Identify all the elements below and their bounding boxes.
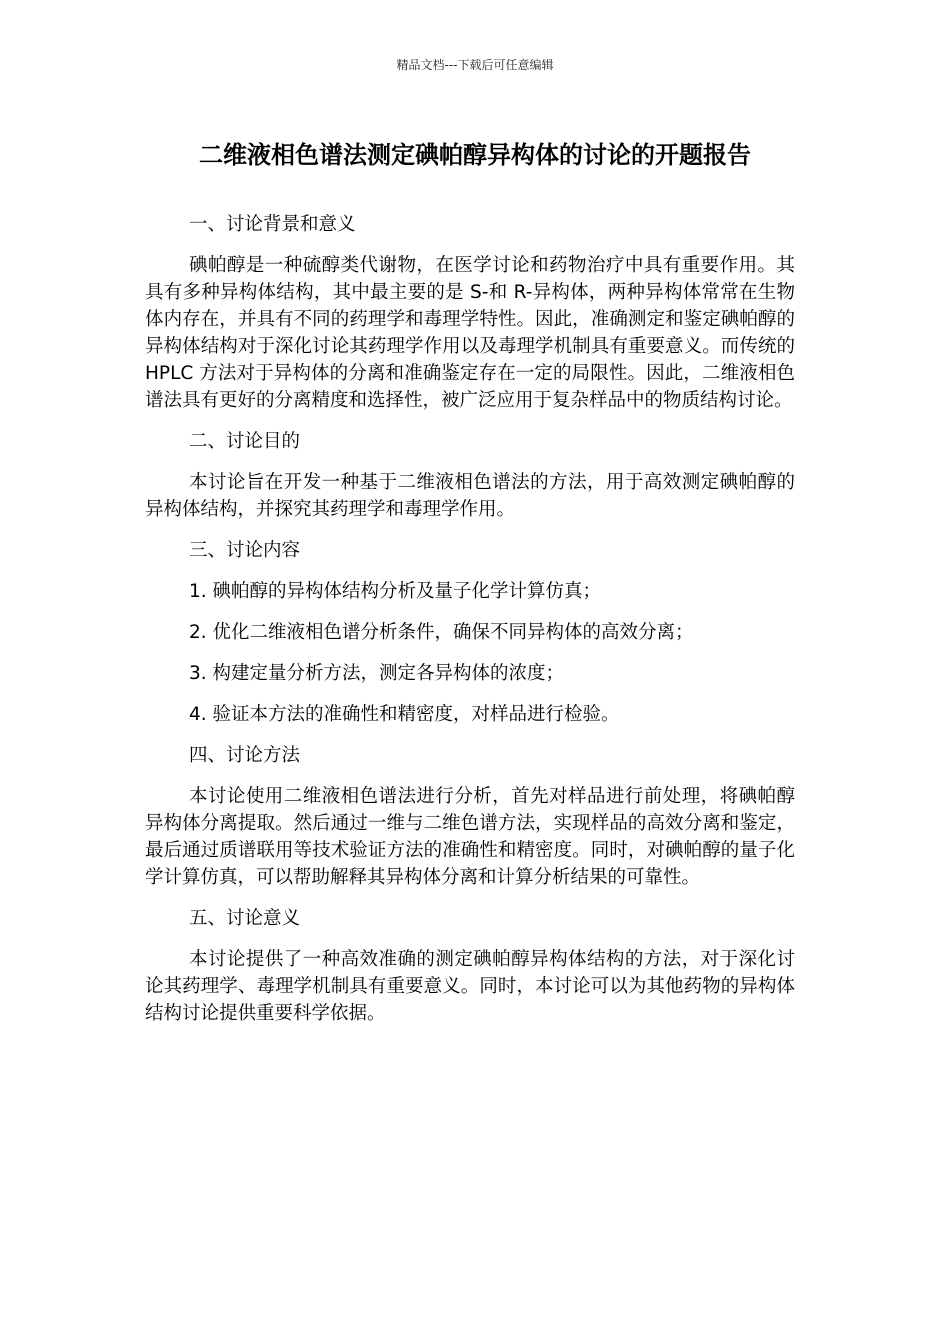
content-list-item: 4. 验证本方法的准确性和精密度，对样品进行检验。 xyxy=(189,704,620,725)
section-paragraph-method: 本讨论使用二维液相色谱法进行分析，首先对样品进行前处理，将碘帕醇异构体分离提取。然后通过一维与二维色谱方法，实现样品的高效分离和鉴定，最后通过质谱联用等技术验证方法的准确性和精密度。同时，对碘帕醇的量子化学计算仿真，可以帮助解释其异构体分离和计算分析结果的可靠性。 xyxy=(145,786,795,888)
section-paragraph-purpose: 本讨论旨在开发一种基于二维液相色谱法的方法，用于高效测定碘帕醇的异构体结构，并探究其药理学和毒理学作用。 xyxy=(145,472,795,520)
section-heading-significance: 五、讨论意义 xyxy=(189,908,301,929)
section-paragraph-significance: 本讨论提供了一种高效准确的测定碘帕醇异构体结构的方法，对于深化讨论其药理学、毒理学机制具有重要意义。同时，本讨论可以为其他药物的异构体结构讨论提供重要科学依据。 xyxy=(145,949,795,1024)
page-header: 精品文档---下载后可任意编辑 xyxy=(396,58,554,72)
section-heading-content: 三、讨论内容 xyxy=(189,540,301,561)
section-heading-background: 一、讨论背景和意义 xyxy=(189,214,356,235)
content-list-item: 2. 优化二维液相色谱分析条件，确保不同异构体的高效分离； xyxy=(189,622,694,643)
section-heading-method: 四、讨论方法 xyxy=(189,745,301,766)
content-list-item: 3. 构建定量分析方法，测定各异构体的浓度； xyxy=(189,663,565,684)
section-paragraph-background: 碘帕醇是一种硫醇类代谢物，在医学讨论和药物治疗中具有重要作用。其具有多种异构体结构，其中最主要的是 S-和 R-异构体，两种异构体常常在生物体内存在，并具有不同的药理学和毒理学特性。因此，准确测定和鉴定碘帕醇的异构体结构对于深化讨论其药理学作用以及毒理学机制具有重要意义。而传统的 HPLC 方法对于异构体的分离和准确鉴定存在一定的局限性。因此，二维液相色谱法具有更好的分离精度和选择性，被广泛应用于复杂样品中的物质结构讨论。 xyxy=(145,255,795,411)
section-heading-purpose: 二、讨论目的 xyxy=(189,431,301,452)
document-body xyxy=(145,211,795,1041)
document-title: 二维液相色谱法测定碘帕醇异构体的讨论的开题报告 xyxy=(199,141,751,169)
content-list-item: 1. 碘帕醇的异构体结构分析及量子化学计算仿真； xyxy=(189,581,602,602)
